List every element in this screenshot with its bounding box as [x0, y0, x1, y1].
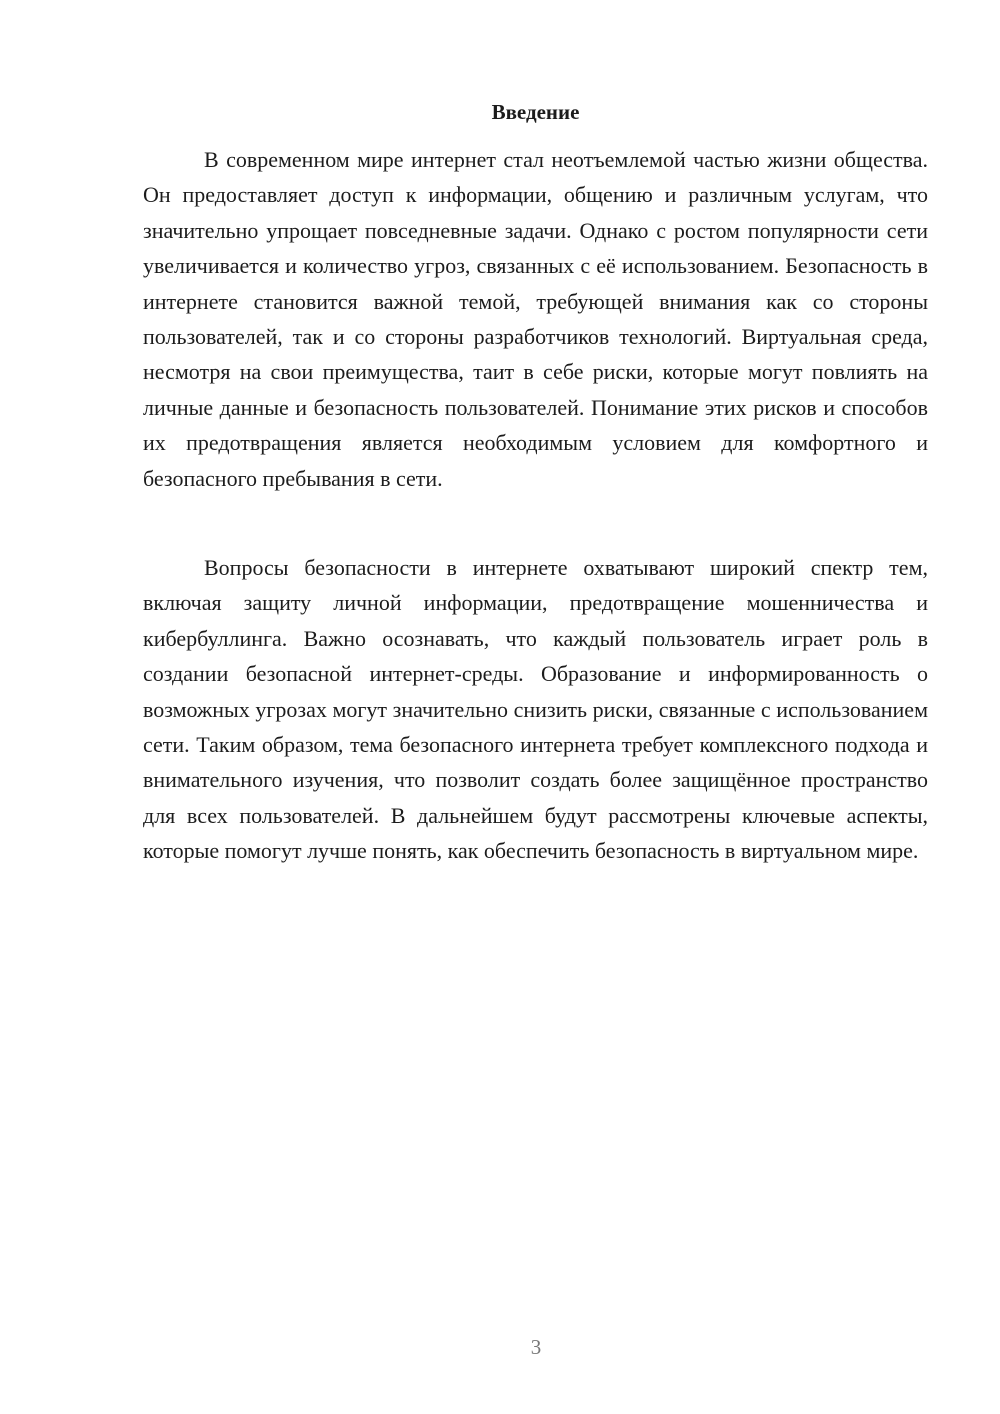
paragraph-1: В современном мире интернет стал неотъемлемой частью жизни общества. Он предоставляет доступ к информации, общению и различным услугам, что значительно упрощает повседневные задачи. Однако с ростом популярности сети увеличивается и количество угроз, связанных с её использованием. Безопасность в интернете становится важной темой, требующей внимания как со стороны пользователей, так и со стороны разработчиков технологий. Виртуальная среда, несмотря на свои преимущества, таит в себе риски, которые могут повлиять на личные данные и безопасность пользователей. Понимание этих рисков и способов их предотвращения является необходимым условием для комфортного и безопасного пребывания в сети.: [143, 147, 928, 491]
paragraph-2: Вопросы безопасности в интернете охватывают широкий спектр тем, включая защиту личной информации, предотвращение мошенничества и кибербуллинга. Важно осознавать, что каждый пользователь играет роль в создании безопасной интернет-среды. Образование и информированность о возможных угрозах могут значительно снизить риски, связанные с использованием сети. Таким образом, тема безопасного интернета требует комплексного подхода и внимательного изучения, что позволит создать более защищённое пространство для всех пользователей. В дальнейшем будут рассмотрены ключевые аспекты, которые помогут лучше понять, как обеспечить безопасность в виртуальном мире.: [143, 555, 928, 864]
page-number: 3: [530, 1335, 542, 1359]
section-title: Введение: [491, 100, 580, 124]
